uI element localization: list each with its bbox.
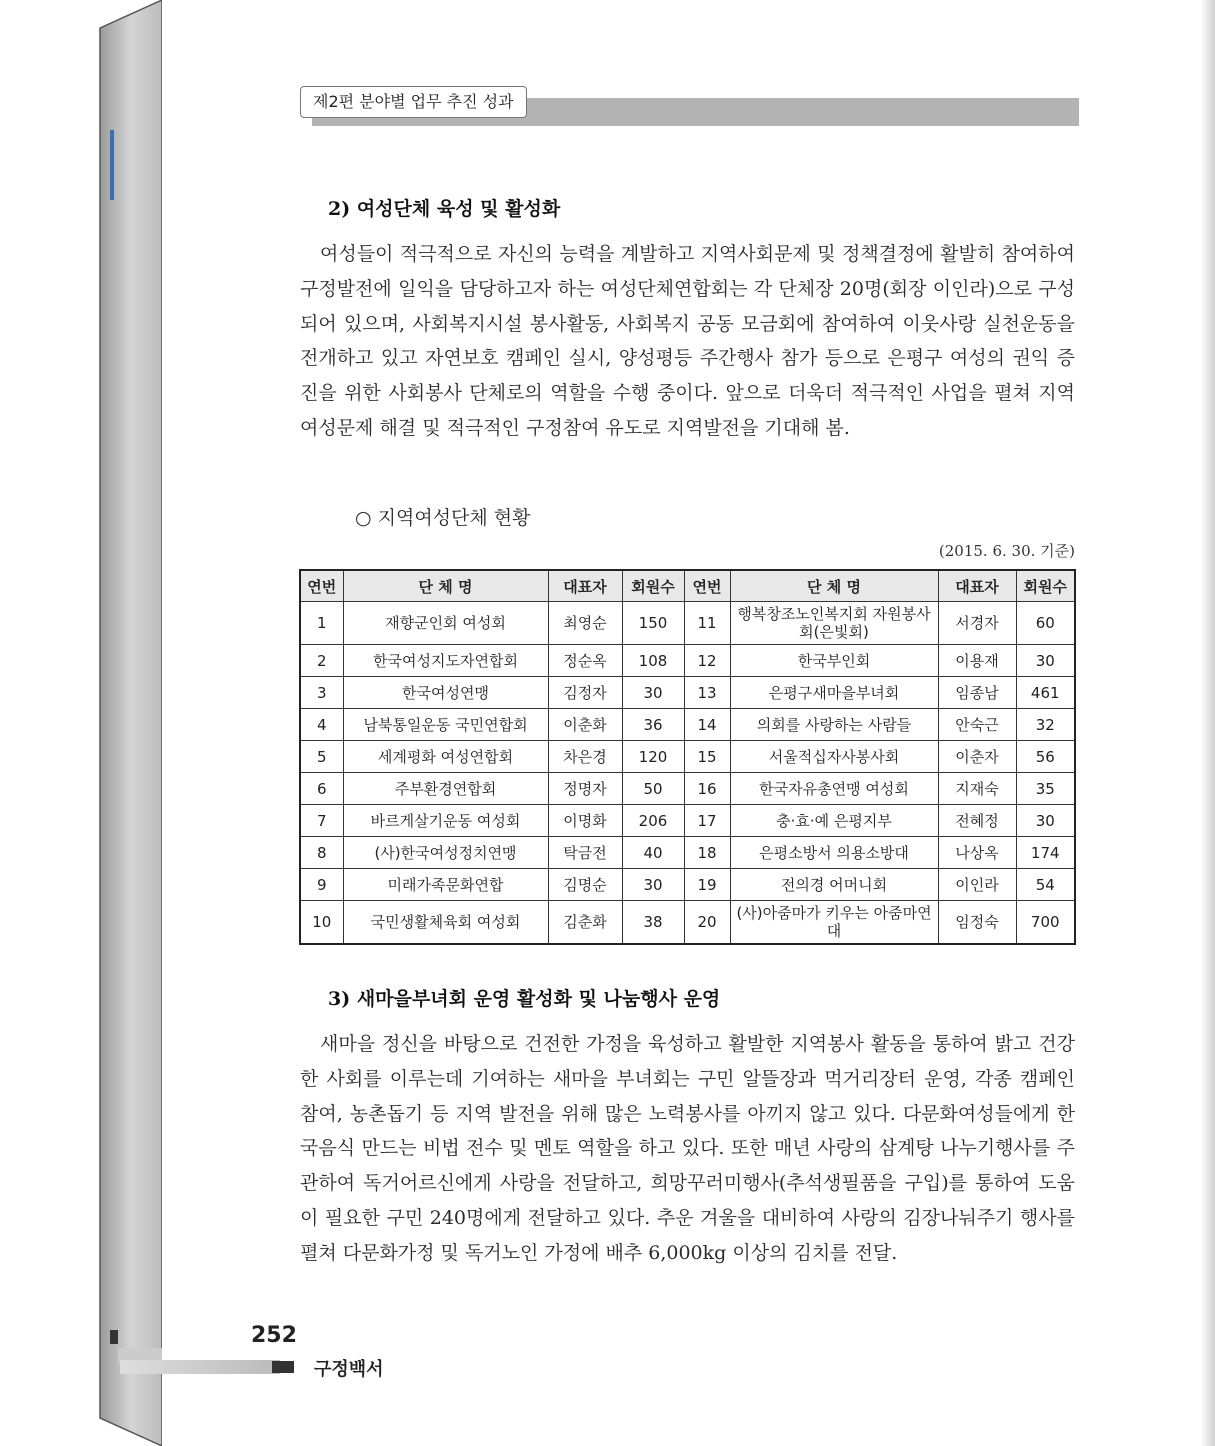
table-cell: 최영순 bbox=[548, 602, 622, 645]
table-cell: 이춘화 bbox=[548, 709, 622, 741]
table-cell: 108 bbox=[622, 645, 684, 677]
table-cell: 174 bbox=[1016, 837, 1075, 869]
table-cell: 지재숙 bbox=[938, 773, 1016, 805]
header-cell: 연번 bbox=[300, 570, 343, 602]
date-note: (2015. 6. 30. 기준) bbox=[938, 542, 1075, 560]
table-cell: 남북통일운동 국민연합회 bbox=[343, 709, 548, 741]
table-cell: 의회를 사랑하는 사람들 bbox=[730, 709, 938, 741]
women-organizations-table bbox=[299, 569, 1076, 945]
table-row bbox=[300, 869, 1075, 901]
header-cell: 대표자 bbox=[548, 570, 622, 602]
table-cell: 차은경 bbox=[548, 741, 622, 773]
table-cell: 정명자 bbox=[548, 773, 622, 805]
table-cell: 17 bbox=[684, 805, 730, 837]
page-edge-shadow bbox=[1201, 0, 1215, 1446]
table-cell: 50 bbox=[622, 773, 684, 805]
table-cell: 10 bbox=[300, 901, 343, 945]
table-cell: 3 bbox=[300, 677, 343, 709]
table-cell: 주부환경연합회 bbox=[343, 773, 548, 805]
header-cell: 단 체 명 bbox=[343, 570, 548, 602]
table-cell: 임정숙 bbox=[938, 901, 1016, 945]
table-header-row bbox=[300, 570, 1075, 602]
table-cell: 김춘화 bbox=[548, 901, 622, 945]
table-cell: 행복창조노인복지회 자원봉사회(은빛회) bbox=[730, 602, 938, 645]
table-cell: 재향군인회 여성회 bbox=[343, 602, 548, 645]
list-heading: ○ 지역여성단체 현황 bbox=[355, 507, 531, 529]
table-cell: 4 bbox=[300, 709, 343, 741]
table-cell: 정순옥 bbox=[548, 645, 622, 677]
table-row bbox=[300, 677, 1075, 709]
header-cell: 단 체 명 bbox=[730, 570, 938, 602]
table-cell: 40 bbox=[622, 837, 684, 869]
table-cell: 나상옥 bbox=[938, 837, 1016, 869]
table-row bbox=[300, 901, 1075, 945]
table-cell: 60 bbox=[1016, 602, 1075, 645]
table-cell: 전의경 어머니회 bbox=[730, 869, 938, 901]
table-cell: 탁금전 bbox=[548, 837, 622, 869]
table-cell: 세계평화 여성연합회 bbox=[343, 741, 548, 773]
table-cell: 32 bbox=[1016, 709, 1075, 741]
table-cell: 7 bbox=[300, 805, 343, 837]
table-cell: 안숙근 bbox=[938, 709, 1016, 741]
table-cell: 이명화 bbox=[548, 805, 622, 837]
table-cell: 30 bbox=[1016, 805, 1075, 837]
table-row bbox=[300, 805, 1075, 837]
table-cell: 한국자유총연맹 여성회 bbox=[730, 773, 938, 805]
table-cell: 11 bbox=[684, 602, 730, 645]
table-cell: 13 bbox=[684, 677, 730, 709]
chapter-label: 제2편 분야별 업무 추진 성과 bbox=[300, 86, 527, 118]
table-row bbox=[300, 773, 1075, 805]
table-cell: 충·효·예 은평지부 bbox=[730, 805, 938, 837]
book-title: 구정백서 bbox=[314, 1359, 384, 1380]
footer-bar-marker bbox=[272, 1361, 294, 1373]
table-cell: 20 bbox=[684, 901, 730, 945]
table-cell: 한국부인회 bbox=[730, 645, 938, 677]
table-cell: 전혜정 bbox=[938, 805, 1016, 837]
table-cell: 56 bbox=[1016, 741, 1075, 773]
table-cell: 16 bbox=[684, 773, 730, 805]
table-cell: 이용재 bbox=[938, 645, 1016, 677]
table-cell: 700 bbox=[1016, 901, 1075, 945]
section-3-paragraph: 새마을 정신을 바탕으로 건전한 가정을 육성하고 활발한 지역봉사 활동을 통하여 밝고 건강한 사회를 이루는데 기여하는 새마을 부녀회는 구민 알뜰장과 먹거리장터 운영, 각종 캠페인 참여, 농촌돕기 등 지역 발전을 위해 많은 노력봉사를 아끼지 않고 있다. 다문화여성들에게 한국음식 만드는 비법 전수 및 멘토 역할을 하고 있다. 또한 매년 사랑의 삼계탕 나누기행사를 주관하여 독거어르신에게 사랑을 전달하고, 희망꾸러미행사(추석생필품을 구입)를 통하여 도움이 필요한 구민 240명에게 전달하고 있다. 추운 겨울을 대비하여 사랑의 김장나눠주기 행사를 펼쳐 다문화가정 및 독거노인 가정에 배추 6,000kg 이상의 김치를 전달. bbox=[300, 1033, 1075, 1264]
table-cell: 54 bbox=[1016, 869, 1075, 901]
table-row bbox=[300, 645, 1075, 677]
table-cell: 1 bbox=[300, 602, 343, 645]
table-cell: 서울적십자사봉사회 bbox=[730, 741, 938, 773]
table-row bbox=[300, 602, 1075, 645]
page-number: 252 bbox=[251, 1323, 297, 1348]
header-cell: 회원수 bbox=[622, 570, 684, 602]
header-cell: 회원수 bbox=[1016, 570, 1075, 602]
table-cell: 2 bbox=[300, 645, 343, 677]
table-cell: 150 bbox=[622, 602, 684, 645]
table-cell: 30 bbox=[1016, 645, 1075, 677]
section-3-title: 3) 새마을부녀회 운영 활성화 및 나눔행사 운영 bbox=[328, 988, 721, 1010]
header-cell: 연번 bbox=[684, 570, 730, 602]
table-cell: 30 bbox=[622, 869, 684, 901]
table-cell: 206 bbox=[622, 805, 684, 837]
table-row bbox=[300, 741, 1075, 773]
table-cell: 5 bbox=[300, 741, 343, 773]
table-cell: 18 bbox=[684, 837, 730, 869]
table-cell: 김정자 bbox=[548, 677, 622, 709]
table-cell: 이춘자 bbox=[938, 741, 1016, 773]
table-cell: 14 bbox=[684, 709, 730, 741]
table-cell: 30 bbox=[622, 677, 684, 709]
header-cell: 대표자 bbox=[938, 570, 1016, 602]
table-cell: 국민생활체육회 여성회 bbox=[343, 901, 548, 945]
table-cell: 바르게살기운동 여성회 bbox=[343, 805, 548, 837]
table-cell: 9 bbox=[300, 869, 343, 901]
table-cell: 12 bbox=[684, 645, 730, 677]
table-cell: 36 bbox=[622, 709, 684, 741]
table-cell: 은평소방서 의용소방대 bbox=[730, 837, 938, 869]
table-cell: 은평구새마을부녀회 bbox=[730, 677, 938, 709]
table-row bbox=[300, 709, 1075, 741]
table-cell: 한국여성지도자연합회 bbox=[343, 645, 548, 677]
table-cell: 서경자 bbox=[938, 602, 1016, 645]
section-2-title: 2) 여성단체 육성 및 활성화 bbox=[328, 198, 561, 220]
section-2-paragraph: 여성들이 적극적으로 자신의 능력을 계발하고 지역사회문제 및 정책결정에 활발히 참여하여 구정발전에 일익을 담당하고자 하는 여성단체연합회는 각 단체장 20명(회장 이인라)으로 구성되어 있으며, 사회복지시설 봉사활동, 사회복지 공동 모금회에 참여하여 이웃사랑 실천운동을 전개하고 있고 자연보호 캠페인 실시, 양성평등 주간행사 참가 등으로 은평구 여성의 권익 증진을 위한 사회봉사 단체로의 역할을 수행 중이다. 앞으로 더욱더 적극적인 사업을 펼쳐 지역 여성문제 해결 및 적극적인 구정참여 유도로 지역발전을 기대해 봄. bbox=[300, 243, 1075, 439]
table-cell: 6 bbox=[300, 773, 343, 805]
table-cell: (사)아줌마가 키우는 아줌마연대 bbox=[730, 901, 938, 945]
table-cell: 미래가족문화연합 bbox=[343, 869, 548, 901]
table-cell: 15 bbox=[684, 741, 730, 773]
table-cell: (사)한국여성정치연맹 bbox=[343, 837, 548, 869]
table-cell: 120 bbox=[622, 741, 684, 773]
table-row bbox=[300, 837, 1075, 869]
table-cell: 35 bbox=[1016, 773, 1075, 805]
table-cell: 19 bbox=[684, 869, 730, 901]
table-cell: 임종남 bbox=[938, 677, 1016, 709]
table-cell: 38 bbox=[622, 901, 684, 945]
table-cell: 이인라 bbox=[938, 869, 1016, 901]
table-cell: 461 bbox=[1016, 677, 1075, 709]
table-cell: 한국여성연맹 bbox=[343, 677, 548, 709]
table-cell: 8 bbox=[300, 837, 343, 869]
footer-bar bbox=[120, 1360, 280, 1374]
table-cell: 김명순 bbox=[548, 869, 622, 901]
